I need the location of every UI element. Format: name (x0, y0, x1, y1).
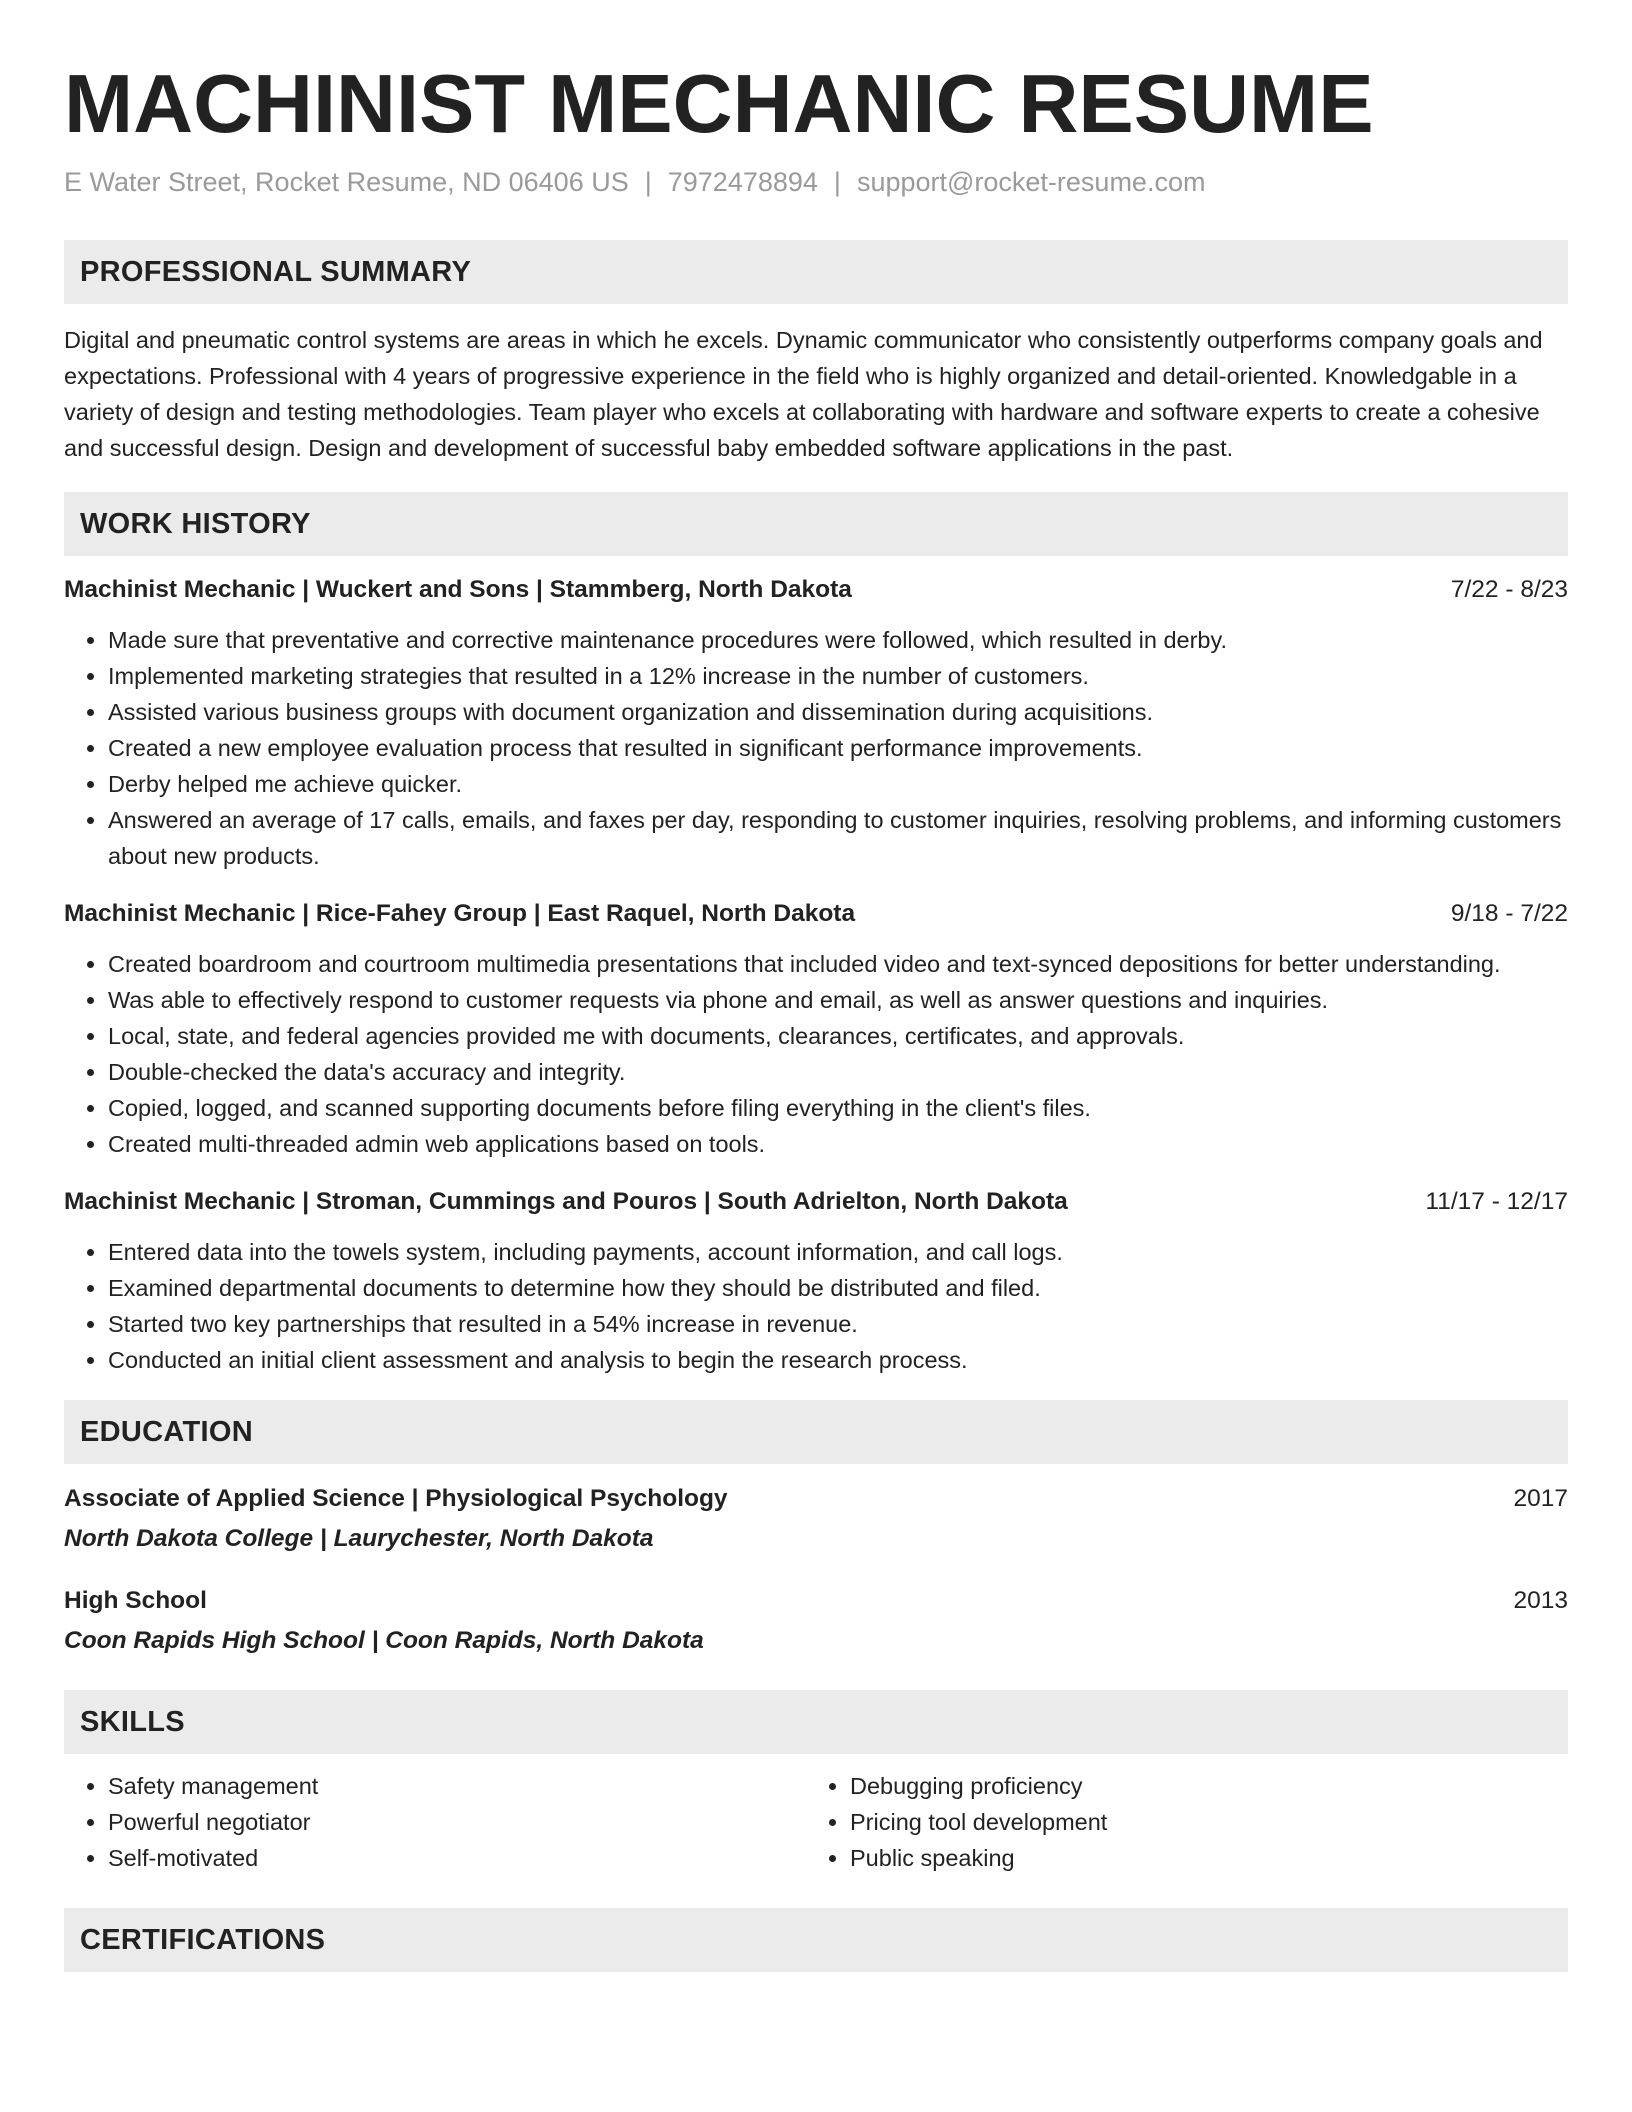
job-bullet: • Local, state, and federal agencies provided me with documents, clearances, certificates, and approvals. (108, 1018, 1568, 1054)
education-degree: High School (64, 1587, 207, 1614)
job-bullets (64, 1234, 1568, 1378)
job-entry (64, 1184, 1568, 1378)
resume-page (64, 0, 1568, 1972)
summary-section (64, 240, 1568, 466)
job-bullet: • Entered data into the towels system, including payments, account information, and call logs. (108, 1234, 1568, 1270)
job-bullet: • Examined departmental documents to determine how they should be distributed and filed. (108, 1270, 1568, 1306)
section-header-skills: SKILLS (64, 1690, 1568, 1754)
contact-separator: | (833, 167, 841, 197)
job-bullet: • Double-checked the data's accuracy and integrity. (108, 1054, 1568, 1090)
skill-item: • Safety management (108, 1768, 806, 1804)
job-entry (64, 896, 1568, 1162)
section-header-work-history: WORK HISTORY (64, 492, 1568, 556)
job-header (64, 1184, 1568, 1220)
section-header-education: EDUCATION (64, 1400, 1568, 1464)
job-bullets (64, 622, 1568, 874)
certifications-section (64, 1908, 1568, 1972)
skill-item: • Public speaking (850, 1840, 1548, 1876)
job-bullet: • Conducted an initial client assessment and analysis to begin the research process. (108, 1342, 1568, 1378)
contact-phone: 7972478894 (667, 167, 818, 197)
job-bullet: • Assisted various business groups with document organization and dissemination during acquisitions. (108, 694, 1568, 730)
contact-line (64, 164, 1568, 200)
resume-title: MACHINIST MECHANIC RESUME (64, 57, 1374, 150)
job-bullet: • Was able to effectively respond to customer requests via phone and email, as well as answer questions and inquiries. (108, 982, 1568, 1018)
education-entry (64, 1480, 1568, 1558)
job-title: Machinist Mechanic | Rice-Fahey Group | East Raquel, North Dakota (64, 900, 856, 927)
skill-item: • Self-motivated (108, 1840, 806, 1876)
job-dates: 11/17 - 12/17 (1425, 1188, 1568, 1215)
contact-email: support@rocket-resume.com (856, 167, 1206, 197)
job-bullet: • Answered an average of 17 calls, emails, and faxes per day, responding to customer inquiries, resolving problems, and informing customers about new products. (108, 802, 1568, 874)
job-bullet: • Derby helped me achieve quicker. (108, 766, 1568, 802)
education-year: 2017 (1513, 1485, 1568, 1512)
job-title: Machinist Mechanic | Stroman, Cummings and Pouros | South Adrielton, North Dakota (64, 1188, 1068, 1215)
job-bullet: • Created multi-threaded admin web applications based on tools. (108, 1126, 1568, 1162)
job-header (64, 896, 1568, 932)
job-dates: 9/18 - 7/22 (1450, 900, 1568, 927)
job-entry (64, 572, 1568, 874)
education-section (64, 1400, 1568, 1660)
summary-text: Digital and pneumatic control systems are areas in which he excels. Dynamic communicator who consistently outperforms company goals and expectations. Professional with 4 years of progressive experience in the field who is highly organized and detail-oriented. Knowledgable in a variety of design and testing methodologies. Team player who excels at collaborating with hardware and software experts to create a cohesive and successful design. Design and development of successful baby embedded software applications in the past. (64, 327, 1543, 461)
job-bullet: • Created a new employee evaluation process that resulted in significant performance improvements. (108, 730, 1568, 766)
job-bullet: • Copied, logged, and scanned supporting documents before filing everything in the client's files. (108, 1090, 1568, 1126)
skill-item: • Pricing tool development (850, 1804, 1548, 1840)
education-school: Coon Rapids High School | Coon Rapids, North Dakota (64, 1627, 704, 1654)
job-title: Machinist Mechanic | Wuckert and Sons | Stammberg, North Dakota (64, 576, 852, 603)
job-header (64, 572, 1568, 608)
education-header (64, 1480, 1568, 1518)
education-entry (64, 1582, 1568, 1660)
skills-column-left (64, 1768, 806, 1876)
section-header-certifications: CERTIFICATIONS (64, 1908, 1568, 1972)
job-bullet: • Implemented marketing strategies that resulted in a 12% increase in the number of customers. (108, 658, 1568, 694)
education-degree: Associate of Applied Science | Physiological Psychology (64, 1485, 728, 1512)
skill-item: • Powerful negotiator (108, 1804, 806, 1840)
job-bullets (64, 946, 1568, 1162)
job-bullet: • Made sure that preventative and corrective maintenance procedures were followed, which resulted in derby. (108, 622, 1568, 658)
skill-item: • Debugging proficiency (850, 1768, 1548, 1804)
job-dates: 7/22 - 8/23 (1450, 576, 1568, 603)
education-school: North Dakota College | Laurychester, North Dakota (64, 1525, 654, 1552)
job-bullet: • Created boardroom and courtroom multimedia presentations that included video and text-synced depositions for better understanding. (108, 946, 1568, 982)
skills-grid (64, 1768, 1568, 1876)
work-history-section (64, 492, 1568, 1378)
job-bullet: • Started two key partnerships that resulted in a 54% increase in revenue. (108, 1306, 1568, 1342)
contact-separator: | (644, 167, 652, 197)
skills-column-right (806, 1768, 1548, 1876)
section-header-summary: PROFESSIONAL SUMMARY (64, 240, 1568, 304)
contact-address: E Water Street, Rocket Resume, ND 06406 US (64, 167, 629, 197)
education-header (64, 1582, 1568, 1620)
education-year: 2013 (1513, 1587, 1568, 1614)
skills-section (64, 1690, 1568, 1876)
